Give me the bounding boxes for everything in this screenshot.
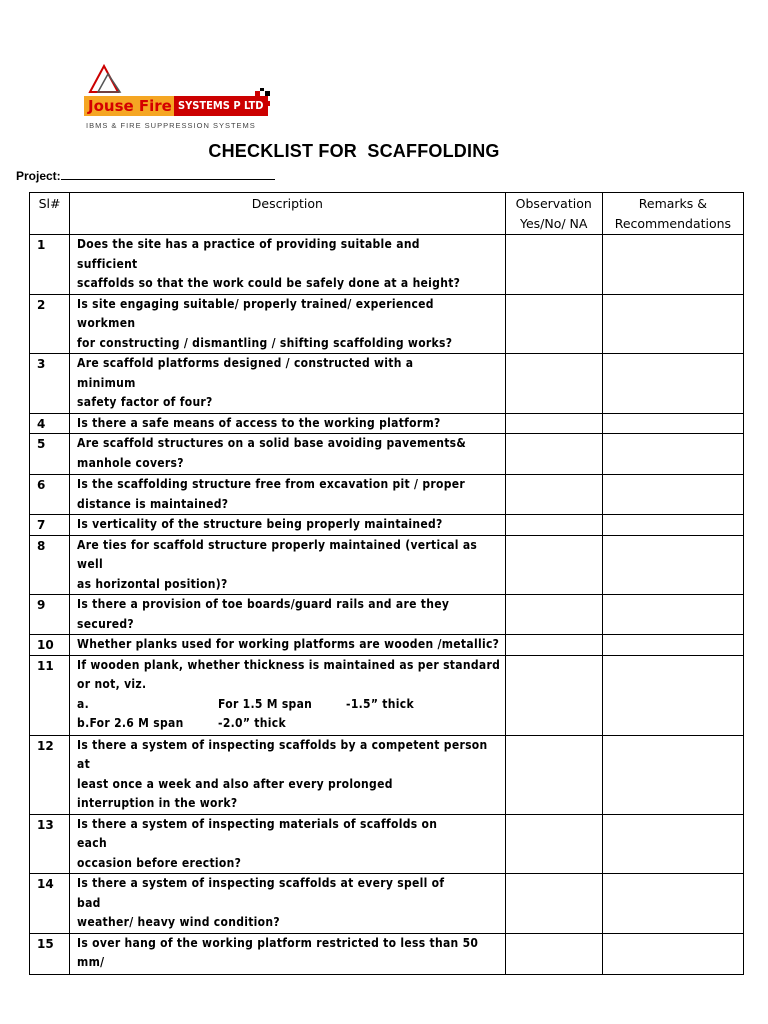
project-label: Project: <box>16 169 61 183</box>
table-row <box>30 515 744 536</box>
row-description <box>70 535 506 595</box>
row-remarks-cell[interactable] <box>602 595 743 635</box>
row-observation-cell[interactable] <box>505 635 602 656</box>
row-observation-cell[interactable] <box>505 595 602 635</box>
table-row <box>30 434 744 475</box>
row-remarks-cell[interactable] <box>602 655 743 735</box>
description-line: Are ties for scaffold structure properly maintained (vertical as <box>77 537 478 552</box>
row-remarks-cell[interactable] <box>602 475 743 515</box>
header-description: Description <box>70 193 506 235</box>
row-remarks-cell[interactable] <box>602 413 743 434</box>
description-line: minimum <box>77 375 136 390</box>
row-description <box>70 475 506 515</box>
row-observation-cell[interactable] <box>505 655 602 735</box>
table-row <box>30 874 744 934</box>
logo-mark-icon <box>86 62 126 96</box>
row-observation-cell[interactable] <box>505 475 602 515</box>
header-remarks <box>602 193 743 235</box>
logo-brand-left: Jouse Fire <box>84 96 176 116</box>
row-sl-number: 7 <box>30 515 70 536</box>
table-row <box>30 655 744 735</box>
project-input-line[interactable] <box>61 167 275 180</box>
description-line: bad <box>77 895 101 910</box>
row-observation-cell[interactable] <box>505 354 602 414</box>
row-sl-number: 11 <box>30 655 70 735</box>
row-description <box>70 635 506 656</box>
row-remarks-cell[interactable] <box>602 294 743 354</box>
row-description <box>70 655 506 735</box>
row-observation-cell[interactable] <box>505 413 602 434</box>
description-line: mm/ <box>77 955 105 969</box>
row-observation-cell[interactable] <box>505 515 602 536</box>
table-row <box>30 294 744 354</box>
row-sl-number: 13 <box>30 814 70 874</box>
row-observation-cell[interactable] <box>505 535 602 595</box>
description-line: safety factor of four? <box>77 395 213 409</box>
row-observation-cell[interactable] <box>505 294 602 354</box>
row-sl-number: 4 <box>30 413 70 434</box>
description-line: manhole covers? <box>77 455 184 470</box>
sub-item-label: b.For 2.6 M span <box>77 716 184 730</box>
row-remarks-cell[interactable] <box>602 735 743 814</box>
description-line: least once a week and also after every prolonged <box>77 776 393 791</box>
row-sl-number: 12 <box>30 735 70 814</box>
row-remarks-cell[interactable] <box>602 235 743 295</box>
table-row <box>30 635 744 656</box>
row-remarks-cell[interactable] <box>602 515 743 536</box>
row-sl-number: 14 <box>30 874 70 934</box>
sub-item <box>77 714 499 734</box>
row-remarks-cell[interactable] <box>602 434 743 475</box>
row-sl-number: 6 <box>30 475 70 515</box>
description-line: Is there a system of inspecting materials of scaffolds on <box>77 816 438 831</box>
row-remarks-cell[interactable] <box>602 354 743 414</box>
description-line: Is verticality of the structure being properly maintained? <box>77 517 443 531</box>
row-remarks-cell[interactable] <box>602 814 743 874</box>
row-description <box>70 294 506 354</box>
description-line: weather/ heavy wind condition? <box>77 915 280 929</box>
project-field <box>16 167 275 183</box>
header-observation-line2: Yes/No/ NA <box>519 216 588 231</box>
sub-item-span: For 1.5 M span <box>218 696 313 711</box>
table-row <box>30 933 744 974</box>
table-header-row <box>30 193 744 235</box>
row-description <box>70 933 506 974</box>
row-observation-cell[interactable] <box>505 814 602 874</box>
row-remarks-cell[interactable] <box>602 874 743 934</box>
description-line: at <box>77 757 91 771</box>
description-line: Is the scaffolding structure free from excavation pit / proper <box>77 477 466 491</box>
description-line: Whether planks used for working platforms are wooden /metallic? <box>77 637 500 651</box>
description-line: for constructing / dismantling / shifting scaffolding works? <box>77 335 453 350</box>
company-logo <box>84 62 274 134</box>
table-row <box>30 354 744 414</box>
description-line: Is there a system of inspecting scaffolds by a competent person <box>77 737 488 752</box>
description-line: Is site engaging suitable/ properly trained/ experienced <box>77 296 434 311</box>
table-row <box>30 595 744 635</box>
logo-tagline: IBMS & FIRE SUPPRESSION SYSTEMS <box>86 121 256 130</box>
row-sl-number: 1 <box>30 235 70 295</box>
description-line: occasion before erection? <box>77 855 242 870</box>
description-line: as horizontal position)? <box>77 576 228 591</box>
row-observation-cell[interactable] <box>505 434 602 475</box>
header-sl: Sl# <box>30 193 70 235</box>
table-row <box>30 235 744 295</box>
page-title: CHECKLIST FOR SCAFFOLDING <box>208 141 500 161</box>
description-line: Is there a system of inspecting scaffolds at every spell of <box>77 876 445 890</box>
row-description <box>70 413 506 434</box>
row-sl-number: 10 <box>30 635 70 656</box>
row-description <box>70 515 506 536</box>
description-line: scaffolds so that the work could be safely done at a height? <box>77 276 461 290</box>
description-line: Does the site has a practice of providing suitable and <box>77 237 420 251</box>
table-row <box>30 814 744 874</box>
description-line: each <box>77 836 107 850</box>
description-line: Are scaffold platforms designed / constructed with a <box>77 356 414 370</box>
header-remarks-line1: Remarks & <box>638 196 708 211</box>
sub-item-thickness: -2.0” thick <box>218 716 286 730</box>
logo-brand-right: SYSTEMS P LTD <box>174 96 268 116</box>
checklist-table <box>29 192 744 975</box>
row-observation-cell[interactable] <box>505 735 602 814</box>
row-sl-number: 5 <box>30 434 70 475</box>
row-observation-cell[interactable] <box>505 933 602 974</box>
table-row <box>30 735 744 814</box>
sub-item-label: a. <box>77 696 90 711</box>
description-line: distance is maintained? <box>77 496 229 511</box>
row-sl-number: 2 <box>30 294 70 354</box>
description-line: Is over hang of the working platform restricted to less than 50 <box>77 935 479 950</box>
row-description <box>70 874 506 934</box>
header-observation <box>505 193 602 235</box>
table-row <box>30 413 744 434</box>
row-description <box>70 235 506 295</box>
row-sl-number: 8 <box>30 535 70 595</box>
description-line: sufficient <box>77 256 138 271</box>
description-line: secured? <box>77 616 134 631</box>
row-description <box>70 814 506 874</box>
sub-item-thickness: -1.5” thick <box>346 696 414 711</box>
row-description <box>70 595 506 635</box>
header-remarks-line2: Recommendations <box>614 216 732 231</box>
row-remarks-cell[interactable] <box>602 635 743 656</box>
description-line: If wooden plank, whether thickness is maintained as per standard <box>77 657 501 672</box>
row-remarks-cell[interactable] <box>602 535 743 595</box>
row-description <box>70 354 506 414</box>
description-line: interruption in the work? <box>77 796 238 810</box>
sub-item <box>77 695 499 715</box>
row-sl-number: 15 <box>30 933 70 974</box>
description-line: Is there a safe means of access to the working platform? <box>77 415 441 430</box>
table-row <box>30 535 744 595</box>
row-description <box>70 434 506 475</box>
header-observation-line1: Observation <box>515 196 592 211</box>
description-line: workmen <box>77 316 136 330</box>
row-description <box>70 735 506 814</box>
row-observation-cell[interactable] <box>505 235 602 295</box>
row-observation-cell[interactable] <box>505 874 602 934</box>
description-line: well <box>77 557 103 571</box>
row-remarks-cell[interactable] <box>602 933 743 974</box>
row-sl-number: 9 <box>30 595 70 635</box>
description-line: Is there a provision of toe boards/guard rails and are they <box>77 597 450 611</box>
table-row <box>30 475 744 515</box>
description-line: Are scaffold structures on a solid base avoiding pavements& <box>77 436 467 450</box>
description-line: or not, viz. <box>77 677 147 691</box>
row-sl-number: 3 <box>30 354 70 414</box>
